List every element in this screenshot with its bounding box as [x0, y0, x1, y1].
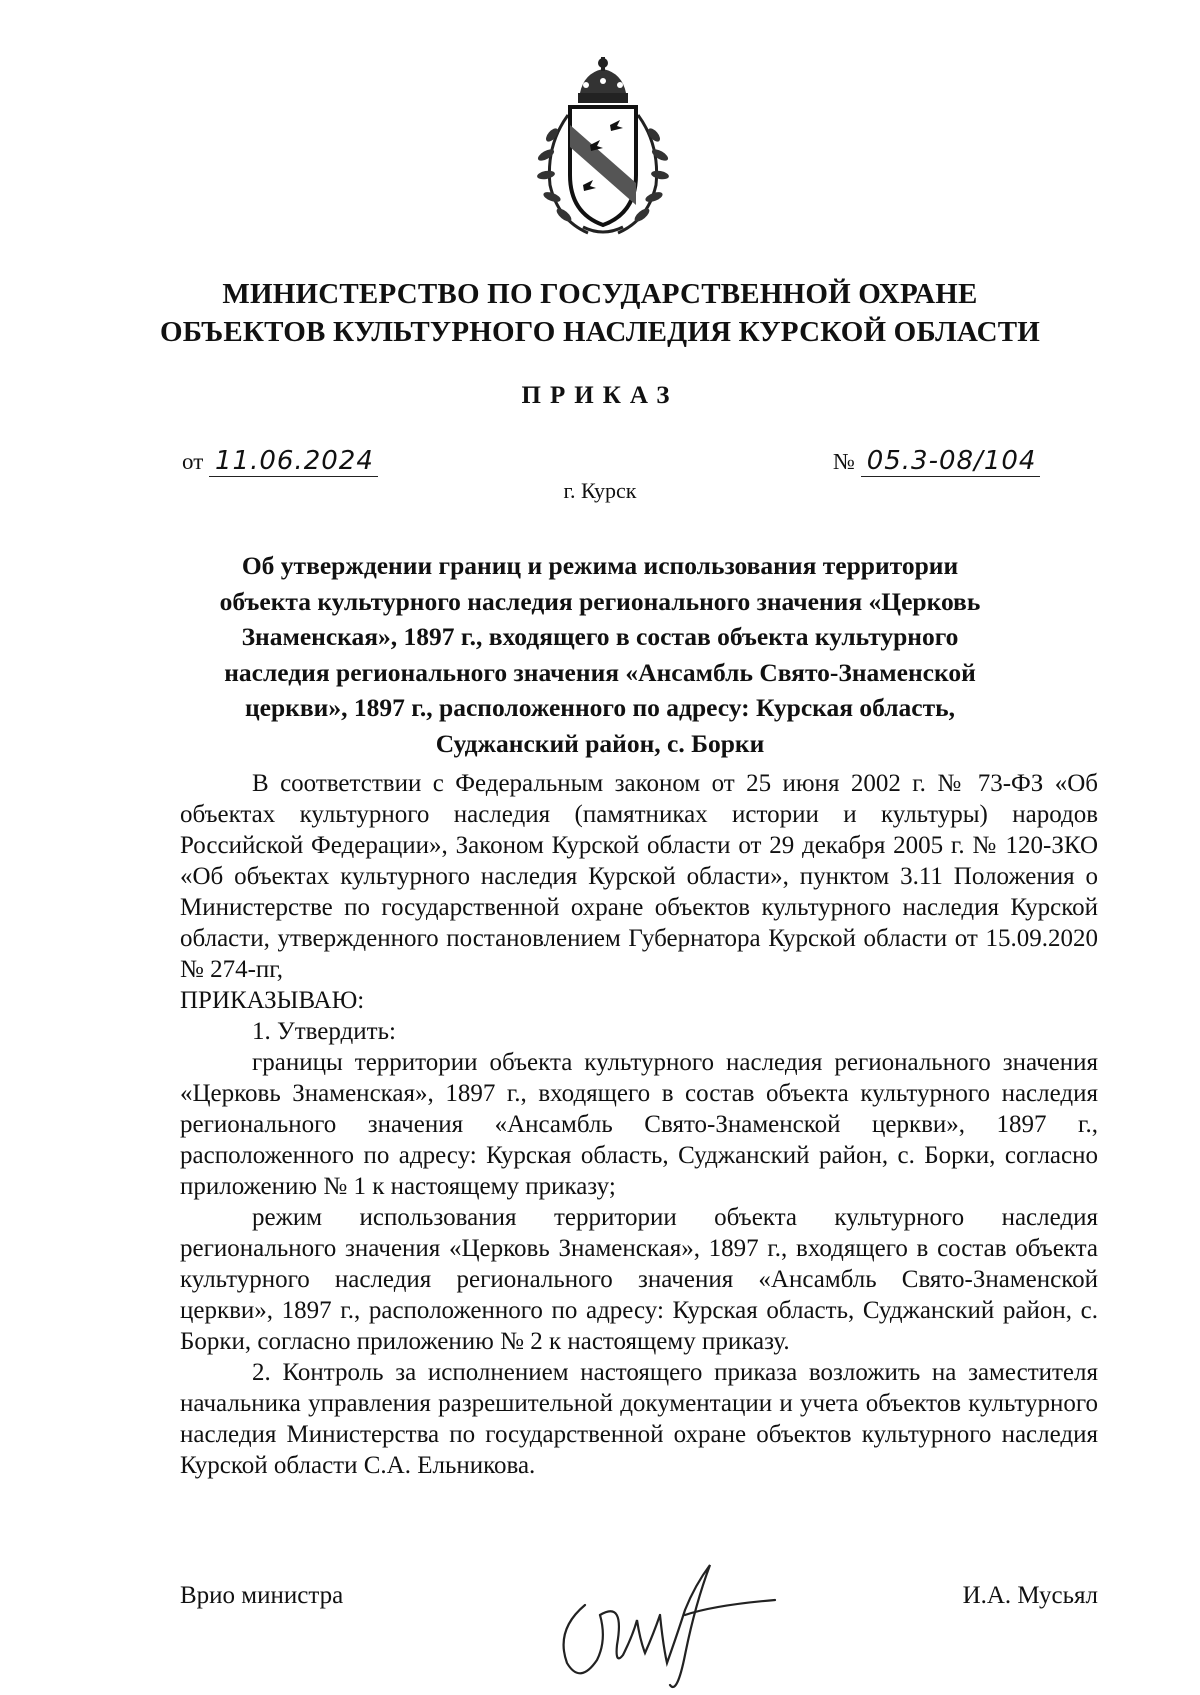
item-1-regime: режим использования территории объекта культурного наследия регионального значения «Церковь Знаменская», 1897 г., входящего в состав объекта культурного наследия регионального значения «Ансамбль Свято-Знаменской церкви», 1897 г., расположенного по адресу: Курская область, Суджанский район, с. Борки, согласно приложению № 2 к настоящему приказу.: [180, 1204, 1098, 1355]
order-body: [180, 768, 1098, 1481]
order-subject: [200, 548, 1000, 761]
kursk-coat-of-arms-icon: [528, 55, 678, 240]
signature-block: [180, 1582, 1098, 1610]
preamble-paragraph: В соответствии с Федеральным законом от 25 июня 2002 г. № 73-ФЗ «Об объектах культурного наследия (памятниках истории и культуры) народов Российской Федерации», Законом Курской области от 29 декабря 2005 г. № 120-ЗКО «Об объектах культурного наследия Курской области», пунктом 3.11 Положения о Министерстве по государственной охране объектов культурного наследия Курской области, утвержденного постановлением Губернатора Курской области от 15.09.2020 № 274-пг,: [180, 770, 1098, 983]
signer-position: Врио министра: [180, 1582, 344, 1609]
subject-line: объекта культурного наследия регионального значения «Церковь: [219, 586, 981, 616]
city: г. Курск: [563, 478, 637, 503]
item-2: 2. Контроль за исполнением настоящего приказа возложить на заместителя начальника управления разрешительной документации и учета объектов культурного наследия Министерства по государственной охране объектов культурного наследия Курской области С.А. Ельникова.: [180, 1359, 1098, 1479]
document-type-title: ПРИКАЗ: [521, 382, 679, 409]
order-word: ПРИКАЗЫВАЮ:: [180, 987, 365, 1014]
number-handwritten: 05.3-08/104: [861, 446, 1041, 477]
subject-line: Знаменская», 1897 г., входящего в состав объекта культурного: [241, 622, 959, 651]
subject-line: Суджанский район, с. Борки: [435, 728, 765, 758]
order-number: [833, 446, 1040, 476]
signer-name: И.А. Мусьял: [962, 1582, 1098, 1609]
item-1: 1. Утвердить:: [252, 1018, 396, 1045]
date-prefix: от: [182, 449, 204, 474]
ministry-name: [0, 275, 1200, 351]
subject-line: церкви», 1897 г., расположенного по адресу: Курская область,: [244, 693, 955, 722]
order-date: [182, 446, 378, 476]
handwritten-signature-icon: [545, 1545, 785, 1695]
ministry-name-line2: ОБЪЕКТОВ КУЛЬТУРНОГО НАСЛЕДИЯ КУРСКОЙ ОБЛАСТИ: [159, 316, 1041, 348]
subject-line: наследия регионального значения «Ансамбль Свято-Знаменской: [224, 657, 976, 687]
subject-line: Об утверждении границ и режима использования территории: [241, 551, 959, 580]
item-1-boundaries: границы территории объекта культурного наследия регионального значения «Церковь Знаменская», 1897 г., входящего в состав объекта культурного наследия регионального значения «Ансамбль Свято-Знаменской церкви», 1897 г., расположенного по адресу: Курская область, Суджанский район, с. Борки, согласно приложению № 1 к настоящему приказу;: [180, 1049, 1098, 1200]
date-handwritten: 11.06.2024: [209, 446, 378, 477]
number-prefix: №: [833, 449, 855, 474]
ministry-name-line1: МИНИСТЕРСТВО ПО ГОСУДАРСТВЕННОЙ ОХРАНЕ: [222, 278, 978, 310]
